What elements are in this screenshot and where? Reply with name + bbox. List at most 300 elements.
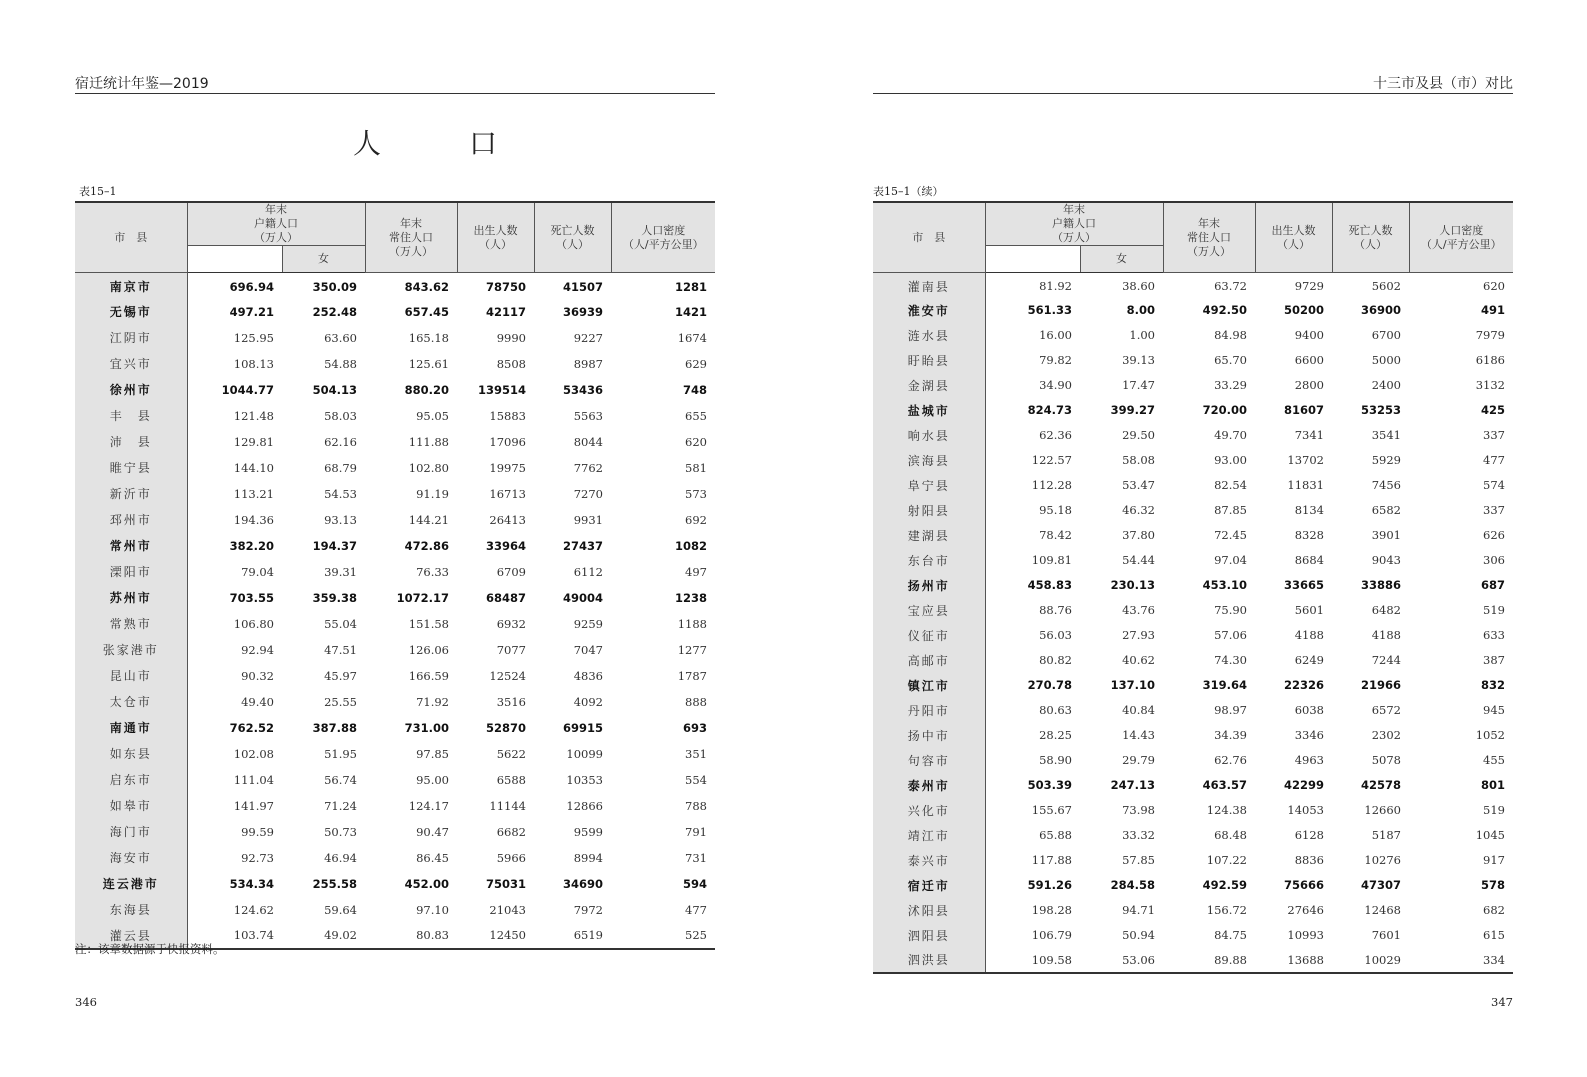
cell-female: 17.47 xyxy=(1122,378,1155,392)
cell-female: 194.37 xyxy=(312,538,357,553)
col-header-registered: 年末 户籍人口 （万人） xyxy=(985,202,1163,246)
cell-births: 27646 xyxy=(1287,903,1324,917)
cell-resident: 102.80 xyxy=(408,460,449,475)
cell-resident: 93.00 xyxy=(1214,453,1247,467)
cell-female: 247.13 xyxy=(1110,778,1155,792)
cell-density: 477 xyxy=(685,902,707,917)
cell-births: 11831 xyxy=(1287,478,1324,492)
cell-resident: 74.30 xyxy=(1214,653,1247,667)
cell-female: 57.85 xyxy=(1122,853,1155,867)
cell-female: 33.32 xyxy=(1122,828,1155,842)
cell-registered: 129.81 xyxy=(233,434,274,449)
cell-female: 71.24 xyxy=(324,798,357,813)
cell-resident: 62.76 xyxy=(1214,753,1247,767)
row-city-name: 泰兴市 xyxy=(873,848,985,873)
cell-births: 2800 xyxy=(1294,378,1324,392)
cell-deaths: 33886 xyxy=(1360,578,1401,592)
cell-density: 682 xyxy=(1483,903,1505,917)
cell-density: 581 xyxy=(685,460,707,475)
cell-births: 9400 xyxy=(1294,328,1324,342)
left-page xyxy=(75,0,715,1077)
cell-births: 15883 xyxy=(489,408,526,423)
col-header-city: 市 县 xyxy=(75,202,187,273)
cell-density: 687 xyxy=(1480,578,1505,592)
cell-deaths: 2302 xyxy=(1371,728,1401,742)
cell-resident: 33.29 xyxy=(1214,378,1247,392)
row-city-name: 泰州市 xyxy=(873,773,985,798)
cell-resident: 111.88 xyxy=(408,434,449,449)
cell-deaths: 36900 xyxy=(1360,303,1401,317)
cell-female: 46.32 xyxy=(1122,503,1155,517)
cell-resident: 98.97 xyxy=(1214,703,1247,717)
cell-density: 519 xyxy=(1483,803,1505,817)
row-city-name: 泗洪县 xyxy=(873,948,985,973)
cell-density: 1045 xyxy=(1475,828,1505,842)
row-city-name: 连云港市 xyxy=(75,871,187,897)
cell-resident: 1072.17 xyxy=(396,590,449,605)
cell-resident: 49.70 xyxy=(1214,428,1247,442)
cell-density: 1674 xyxy=(677,330,707,345)
cell-density: 477 xyxy=(1483,453,1505,467)
cell-deaths: 9599 xyxy=(573,824,603,839)
cell-resident: 492.50 xyxy=(1202,303,1247,317)
cell-density: 620 xyxy=(685,434,707,449)
cell-births: 9729 xyxy=(1294,279,1324,294)
cell-resident: 126.06 xyxy=(408,642,449,657)
cell-registered: 28.25 xyxy=(1039,728,1072,742)
cell-density: 387 xyxy=(1483,653,1505,667)
cell-births: 8684 xyxy=(1294,553,1324,567)
running-header-left: 宿迁统计年鉴—2019 xyxy=(75,76,209,92)
cell-births: 12450 xyxy=(457,923,534,949)
row-city-name: 射阳县 xyxy=(873,498,985,523)
cell-registered: 49.40 xyxy=(241,694,274,709)
cell-registered: 824.73 xyxy=(1027,403,1072,417)
cell-female: 62.16 xyxy=(324,434,357,449)
cell-births: 75666 xyxy=(1283,878,1324,892)
cell-births: 4188 xyxy=(1294,628,1324,642)
cell-deaths: 7270 xyxy=(573,486,603,501)
row-city-name: 睢宁县 xyxy=(75,455,187,481)
cell-resident: 82.54 xyxy=(1214,478,1247,492)
cell-female: 350.09 xyxy=(312,279,357,294)
table-row xyxy=(873,598,1513,623)
cell-resident: 95.00 xyxy=(416,772,449,787)
cell-deaths: 47307 xyxy=(1360,878,1401,892)
table-row xyxy=(75,663,715,689)
table-row xyxy=(873,348,1513,373)
cell-resident: 84.75 xyxy=(1214,928,1247,942)
cell-births: 5966 xyxy=(496,850,526,865)
cell-registered: 534.34 xyxy=(229,876,274,891)
cell-registered: 88.76 xyxy=(1039,603,1072,617)
cell-female: 38.60 xyxy=(1122,279,1155,294)
cell-births: 6588 xyxy=(496,772,526,787)
cell-female: 504.13 xyxy=(312,382,357,397)
cell-resident: 165.18 xyxy=(408,330,449,345)
table-row xyxy=(75,793,715,819)
cell-deaths: 21966 xyxy=(1360,678,1401,692)
table-row xyxy=(873,323,1513,348)
cell-registered: 108.13 xyxy=(233,356,274,371)
cell-density: 748 xyxy=(682,382,707,397)
cell-resident: 72.45 xyxy=(1214,528,1247,542)
cell-births: 13688 xyxy=(1255,948,1332,973)
cell-births: 8134 xyxy=(1294,503,1324,517)
cell-registered: 703.55 xyxy=(229,590,274,605)
cell-registered: 382.20 xyxy=(229,538,274,553)
row-city-name: 高邮市 xyxy=(873,648,985,673)
cell-density: 693 xyxy=(682,720,707,735)
row-city-name: 徐州市 xyxy=(75,377,187,403)
cell-female: 37.80 xyxy=(1122,528,1155,542)
cell-registered: 34.90 xyxy=(1039,378,1072,392)
cell-density: 554 xyxy=(685,772,707,787)
cell-births: 8508 xyxy=(496,356,526,371)
row-city-name: 响水县 xyxy=(873,423,985,448)
row-city-name: 金湖县 xyxy=(873,373,985,398)
cell-female: 68.79 xyxy=(324,460,357,475)
cell-deaths: 6112 xyxy=(573,564,603,579)
cell-births: 33665 xyxy=(1283,578,1324,592)
table-body-left xyxy=(75,273,715,949)
cell-female: 27.93 xyxy=(1122,628,1155,642)
cell-registered: 141.97 xyxy=(233,798,274,813)
table-row xyxy=(873,373,1513,398)
cell-registered: 270.78 xyxy=(1027,678,1072,692)
cell-female: 43.76 xyxy=(1122,603,1155,617)
cell-resident: 463.57 xyxy=(1202,778,1247,792)
cell-births: 75031 xyxy=(485,876,526,891)
cell-registered: 109.58 xyxy=(985,948,1080,973)
cell-density: 573 xyxy=(685,486,707,501)
cell-resident: 75.90 xyxy=(1214,603,1247,617)
row-city-name: 阜宁县 xyxy=(873,473,985,498)
cell-female: 25.55 xyxy=(324,694,357,709)
row-city-name: 滨海县 xyxy=(873,448,985,473)
cell-resident: 63.72 xyxy=(1214,279,1247,294)
table-row xyxy=(873,923,1513,948)
table-row xyxy=(75,273,715,299)
cell-births: 6932 xyxy=(496,616,526,631)
col-header-female: 女 xyxy=(1080,246,1163,273)
cell-density: 525 xyxy=(611,923,715,949)
cell-female: 93.13 xyxy=(324,512,357,527)
row-city-name: 灌南县 xyxy=(873,273,985,298)
cell-resident: 731.00 xyxy=(404,720,449,735)
cell-registered: 92.94 xyxy=(241,642,274,657)
cell-female: 53.06 xyxy=(1080,948,1163,973)
cell-deaths: 10353 xyxy=(566,772,603,787)
row-city-name: 镇江市 xyxy=(873,673,985,698)
cell-resident: 97.85 xyxy=(416,746,449,761)
cell-female: 54.44 xyxy=(1122,553,1155,567)
header-rule xyxy=(873,93,1513,94)
cell-deaths: 2400 xyxy=(1371,378,1401,392)
cell-resident: 843.62 xyxy=(404,279,449,294)
cell-density: 917 xyxy=(1483,853,1505,867)
row-city-name: 南京市 xyxy=(75,273,187,299)
table-row xyxy=(873,948,1513,973)
cell-female: 53.47 xyxy=(1122,478,1155,492)
table-row xyxy=(75,585,715,611)
table-row xyxy=(873,898,1513,923)
cell-female: 55.04 xyxy=(324,616,357,631)
cell-density: 574 xyxy=(1483,478,1505,492)
cell-resident: 453.10 xyxy=(1202,578,1247,592)
cell-births: 6249 xyxy=(1294,653,1324,667)
cell-births: 16713 xyxy=(489,486,526,501)
table-row xyxy=(75,533,715,559)
cell-deaths: 5929 xyxy=(1371,453,1401,467)
col-header-resident: 年末 常住人口 （万人） xyxy=(1163,202,1255,273)
cell-resident: 87.85 xyxy=(1214,503,1247,517)
row-city-name: 常州市 xyxy=(75,533,187,559)
row-city-name: 淮安市 xyxy=(873,298,985,323)
cell-deaths: 10099 xyxy=(566,746,603,761)
cell-density: 519 xyxy=(1483,603,1505,617)
row-city-name: 沭阳县 xyxy=(873,898,985,923)
cell-resident: 91.19 xyxy=(416,486,449,501)
cell-deaths: 9227 xyxy=(573,330,603,345)
table-row xyxy=(75,455,715,481)
cell-density: 578 xyxy=(1480,878,1505,892)
cell-deaths: 7601 xyxy=(1371,928,1401,942)
cell-density: 1277 xyxy=(677,642,707,657)
cell-density: 626 xyxy=(1483,528,1505,542)
table-row xyxy=(75,819,715,845)
cell-female: 40.62 xyxy=(1122,653,1155,667)
cell-female: 399.27 xyxy=(1110,403,1155,417)
cell-births: 19975 xyxy=(489,460,526,475)
cell-density: 801 xyxy=(1480,778,1505,792)
cell-density: 1421 xyxy=(674,304,707,319)
cell-female: 45.97 xyxy=(324,668,357,683)
cell-births: 22326 xyxy=(1283,678,1324,692)
row-city-name: 建湖县 xyxy=(873,523,985,548)
row-city-name: 沛 县 xyxy=(75,429,187,455)
row-city-name: 句容市 xyxy=(873,748,985,773)
cell-density: 1052 xyxy=(1475,728,1505,742)
cell-deaths: 49004 xyxy=(562,590,603,605)
table-row xyxy=(873,273,1513,298)
col-header-deaths: 死亡人数 （人） xyxy=(534,202,611,273)
cell-resident: 97.10 xyxy=(416,902,449,917)
cell-female: 39.31 xyxy=(324,564,357,579)
table-row xyxy=(873,823,1513,848)
cell-female: 58.08 xyxy=(1122,453,1155,467)
cell-deaths: 7972 xyxy=(573,902,603,917)
table-row xyxy=(873,448,1513,473)
cell-female: 137.10 xyxy=(1110,678,1155,692)
row-city-name: 溧阳市 xyxy=(75,559,187,585)
cell-density: 791 xyxy=(685,824,707,839)
cell-density: 7979 xyxy=(1475,328,1505,342)
cell-resident: 151.58 xyxy=(408,616,449,631)
table-row xyxy=(873,548,1513,573)
cell-registered: 79.04 xyxy=(241,564,274,579)
cell-births: 6038 xyxy=(1294,703,1324,717)
row-city-name: 东海县 xyxy=(75,897,187,923)
cell-registered: 109.81 xyxy=(1031,553,1072,567)
table-row xyxy=(873,573,1513,598)
page-number-left: 346 xyxy=(75,995,97,1009)
cell-density: 629 xyxy=(685,356,707,371)
cell-births: 21043 xyxy=(489,902,526,917)
table-row xyxy=(75,871,715,897)
cell-density: 306 xyxy=(1483,553,1505,567)
cell-female: 49.02 xyxy=(282,923,365,949)
cell-female: 54.88 xyxy=(324,356,357,371)
cell-births: 26413 xyxy=(489,512,526,527)
cell-registered: 696.94 xyxy=(229,279,274,294)
cell-births: 33964 xyxy=(485,538,526,553)
cell-density: 594 xyxy=(682,876,707,891)
row-city-name: 无锡市 xyxy=(75,299,187,325)
cell-deaths: 9931 xyxy=(573,512,603,527)
cell-deaths: 5187 xyxy=(1371,828,1401,842)
cell-deaths: 7244 xyxy=(1371,653,1401,667)
table-row xyxy=(873,673,1513,698)
table-row xyxy=(75,429,715,455)
cell-registered: 497.21 xyxy=(229,304,274,319)
col-header-density: 人口密度 （人/平方公里） xyxy=(611,202,715,273)
row-city-name: 如东县 xyxy=(75,741,187,767)
cell-resident: 97.04 xyxy=(1214,553,1247,567)
col-header-female: 女 xyxy=(282,246,365,273)
cell-deaths: 6700 xyxy=(1371,328,1401,342)
table-row xyxy=(75,351,715,377)
table-row xyxy=(75,715,715,741)
table-row xyxy=(873,848,1513,873)
col-header-density: 人口密度 （人/平方公里） xyxy=(1409,202,1513,273)
cell-births: 78750 xyxy=(485,279,526,294)
table-row xyxy=(873,473,1513,498)
cell-female: 63.60 xyxy=(324,330,357,345)
cell-deaths: 69915 xyxy=(562,720,603,735)
row-city-name: 南通市 xyxy=(75,715,187,741)
cell-density: 337 xyxy=(1483,503,1505,517)
table-row xyxy=(873,523,1513,548)
row-city-name: 邳州市 xyxy=(75,507,187,533)
cell-density: 832 xyxy=(1480,678,1505,692)
cell-resident: 657.45 xyxy=(404,304,449,319)
cell-resident: 84.98 xyxy=(1214,328,1247,342)
cell-female: 29.79 xyxy=(1122,753,1155,767)
cell-registered: 561.33 xyxy=(1027,303,1072,317)
cell-registered: 95.18 xyxy=(1039,503,1072,517)
cell-births: 13702 xyxy=(1287,453,1324,467)
row-city-name: 江阴市 xyxy=(75,325,187,351)
col-header-registered: 年末 户籍人口 （万人） xyxy=(187,202,365,246)
cell-deaths: 4836 xyxy=(573,668,603,683)
row-city-name: 太仓市 xyxy=(75,689,187,715)
cell-registered: 125.95 xyxy=(233,330,274,345)
table-row xyxy=(873,648,1513,673)
row-city-name: 新沂市 xyxy=(75,481,187,507)
cell-deaths: 7762 xyxy=(573,460,603,475)
cell-registered: 458.83 xyxy=(1027,578,1072,592)
row-city-name: 扬中市 xyxy=(873,723,985,748)
cell-registered: 112.28 xyxy=(1031,478,1072,492)
cell-deaths: 10276 xyxy=(1364,853,1401,867)
cell-deaths: 9043 xyxy=(1371,553,1401,567)
cell-female: 255.58 xyxy=(312,876,357,891)
cell-registered: 81.92 xyxy=(1039,279,1072,294)
cell-registered: 103.74 xyxy=(187,923,282,949)
cell-female: 29.50 xyxy=(1122,428,1155,442)
col-header-registered-spacer xyxy=(985,246,1080,273)
cell-registered: 58.90 xyxy=(1039,753,1072,767)
cell-female: 50.73 xyxy=(324,824,357,839)
cell-density: 425 xyxy=(1480,403,1505,417)
cell-resident: 95.05 xyxy=(416,408,449,423)
row-city-name: 启东市 xyxy=(75,767,187,793)
cell-female: 94.71 xyxy=(1122,903,1155,917)
cell-female: 284.58 xyxy=(1110,878,1155,892)
cell-registered: 198.28 xyxy=(1031,903,1072,917)
cell-female: 56.74 xyxy=(324,772,357,787)
cell-resident: 57.06 xyxy=(1214,628,1247,642)
cell-density: 337 xyxy=(1483,428,1505,442)
cell-registered: 79.82 xyxy=(1039,353,1072,367)
cell-female: 47.51 xyxy=(324,642,357,657)
cell-density: 1082 xyxy=(674,538,707,553)
table-label: 表15–1（续） xyxy=(873,185,944,198)
cell-deaths: 6572 xyxy=(1371,703,1401,717)
cell-resident: 86.45 xyxy=(416,850,449,865)
cell-deaths: 7456 xyxy=(1371,478,1401,492)
cell-female: 59.64 xyxy=(324,902,357,917)
cell-density: 888 xyxy=(685,694,707,709)
cell-registered: 194.36 xyxy=(233,512,274,527)
table-row xyxy=(75,611,715,637)
cell-deaths: 5078 xyxy=(1371,753,1401,767)
cell-resident: 124.38 xyxy=(1206,803,1247,817)
cell-resident: 90.47 xyxy=(416,824,449,839)
cell-registered: 122.57 xyxy=(1031,453,1072,467)
table-row xyxy=(873,398,1513,423)
row-city-name: 海安市 xyxy=(75,845,187,871)
right-page xyxy=(873,0,1513,1077)
table-note: 注：该章数据源于快报资料。 xyxy=(75,942,225,956)
cell-births: 5622 xyxy=(496,746,526,761)
cell-births: 7077 xyxy=(496,642,526,657)
cell-density: 1787 xyxy=(677,668,707,683)
cell-female: 252.48 xyxy=(312,304,357,319)
cell-density: 788 xyxy=(685,798,707,813)
row-city-name: 宜兴市 xyxy=(75,351,187,377)
row-city-name: 泗阳县 xyxy=(873,923,985,948)
cell-resident: 65.70 xyxy=(1214,353,1247,367)
cell-deaths: 5000 xyxy=(1371,353,1401,367)
cell-births: 14053 xyxy=(1287,803,1324,817)
cell-registered: 591.26 xyxy=(1027,878,1072,892)
row-city-name: 丰 县 xyxy=(75,403,187,429)
row-city-name: 盱眙县 xyxy=(873,348,985,373)
cell-female: 51.95 xyxy=(324,746,357,761)
cell-deaths: 41507 xyxy=(562,279,603,294)
cell-births: 68487 xyxy=(485,590,526,605)
cell-density: 633 xyxy=(1483,628,1505,642)
row-city-name: 海门市 xyxy=(75,819,187,845)
cell-births: 8328 xyxy=(1294,528,1324,542)
cell-female: 58.03 xyxy=(324,408,357,423)
cell-registered: 16.00 xyxy=(1039,328,1072,342)
cell-registered: 155.67 xyxy=(1031,803,1072,817)
cell-registered: 1044.77 xyxy=(221,382,274,397)
cell-births: 8836 xyxy=(1294,853,1324,867)
